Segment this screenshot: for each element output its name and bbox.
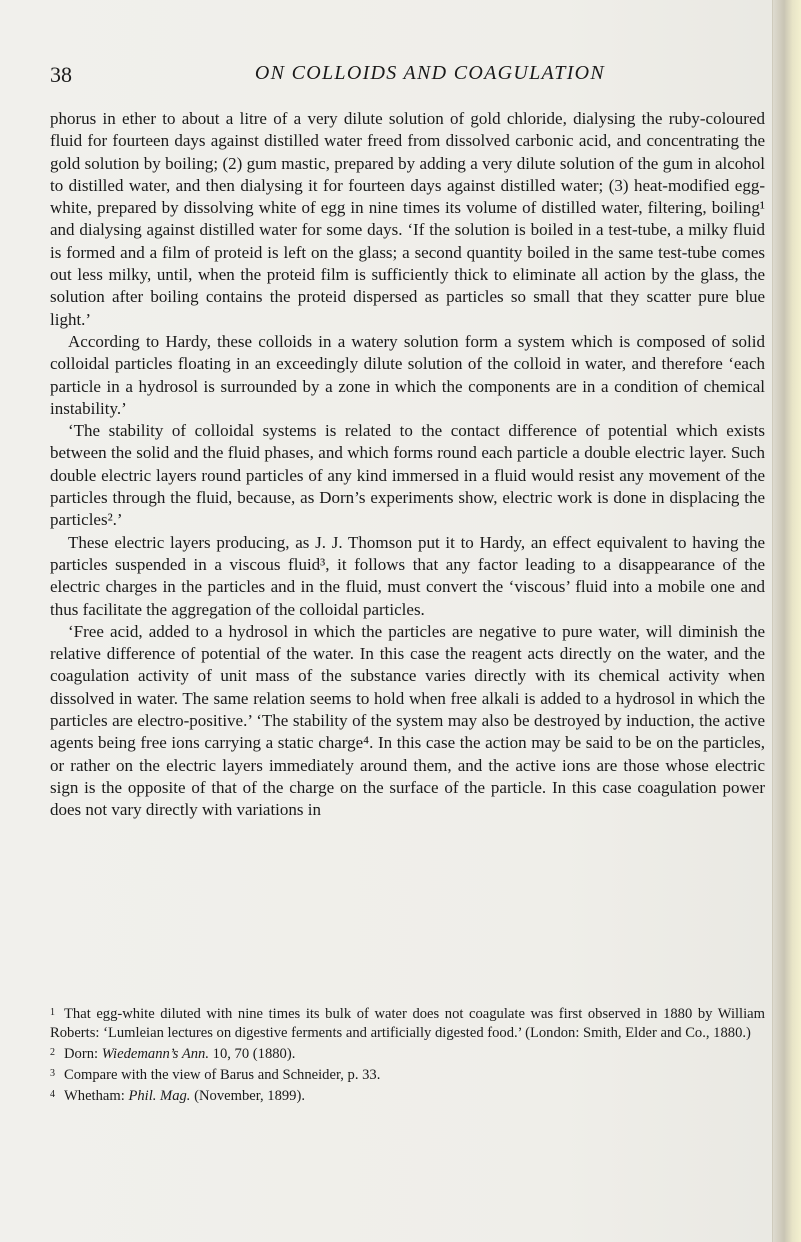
- body-text: [50, 108, 765, 822]
- footnote-journal: Phil. Mag.: [128, 1088, 191, 1104]
- footnote-text: That egg-white diluted with nine times its bulk of water does not coagulate was first observed in 1880 by William Roberts: ‘Lumleian lectures on digestive ferments and artificially digested food.’ (London: Smith, Elder and Co., 1880.): [50, 1006, 765, 1041]
- footnote: [50, 1003, 765, 1043]
- footnote: [50, 1085, 765, 1106]
- footnotes: [50, 1003, 765, 1106]
- footnote-mark: 4: [50, 1089, 55, 1100]
- page-number: 38: [50, 62, 72, 87]
- footnote-author: Dorn:: [64, 1046, 102, 1062]
- page-spine-edge: [772, 0, 801, 1242]
- paragraph: ‘The stability of colloidal systems is related to the contact difference of potential which exists between the solid and the fluid phases, and which forms round each particle a double electric layer. Such double electric layers round particles of any kind immersed in a fluid would resist any movement of the particles through the fluid, because, as Dorn’s experiments show, electric work is done in displacing the particles².’: [50, 421, 765, 530]
- page-header: [50, 60, 765, 92]
- running-head: ON COLLOIDS AND COAGULATION: [254, 62, 606, 84]
- footnote-journal: Wiedemann’s Ann.: [101, 1046, 209, 1062]
- footnote-author: Whetham:: [64, 1088, 129, 1104]
- footnote-text: Compare with the view of Barus and Schneider, p. 33.: [64, 1067, 381, 1083]
- footnote-mark: 1: [50, 1007, 55, 1018]
- paragraph: These electric layers producing, as J. J. Thomson put it to Hardy, an effect equivalent to having the particles suspended in a viscous fluid³, it follows that any factor leading to a disappearance of the electric charges in the particles and in the fluid, must convert the ‘viscous’ fluid into a mobile one and thus facilitate the aggregation of the colloidal particles.: [50, 532, 765, 619]
- footnote-mark: 2: [50, 1047, 55, 1058]
- footnote: [50, 1064, 765, 1085]
- footnote-reference: (November, 1899).: [190, 1088, 305, 1104]
- footnote: [50, 1043, 765, 1064]
- footnote-reference: 10, 70 (1880).: [209, 1046, 296, 1062]
- paragraph: ‘Free acid, added to a hydrosol in which the particles are negative to pure water, will diminish the relative difference of potential of the water. In this case the reagent acts directly on the water, and the coagulation activity of unit mass of the substance varies directly with its chemical activity when dissolved in water. The same relation seems to hold when free alkali is added to a hydrosol in which the particles are electro-positive.’ ‘The stability of the system may also be destroyed by induction, the active agents being free ions carrying a static charge⁴. In this case the action may be said to be on the particles, or rather on the electric layers immediately around them, and the active ions are those whose electric sign is the opposite of that of the charge on the surface of the particle. In this case coagulation power does not vary directly with variations in: [50, 621, 765, 820]
- footnote-mark: 3: [50, 1068, 55, 1079]
- paragraph: phorus in ether to about a litre of a very dilute solution of gold chloride, dialysing the ruby-coloured fluid for fourteen days against distilled water freed from dissolved carbonic acid, and concentrating the gold solution by boiling; (2) gum mastic, prepared by adding a very dilute solution of the gum in alcohol to distilled water, and then dialysing it for fourteen days against distilled water; (3) heat-modified egg-white, prepared by dissolving white of egg in nine times its volume of distilled water, filtering, boiling¹ and dialysing against distilled water for some days. ‘If the solution is boiled in a test-tube, a milky fluid is formed and a film of proteid is left on the glass; a second quantity boiled in the same test-tube comes out less milky, until, when the proteid film is sufficiently thick to eliminate all action by the glass, the solution after boiling contains the proteid dispersed as particles so small that they scatter pure blue light.’: [50, 109, 765, 329]
- paragraph: According to Hardy, these colloids in a watery solution form a system which is composed of solid colloidal particles floating in an exceedingly dilute solution of the colloid in water, and therefore ‘each particle in a hydrosol is surrounded by a zone in which the components are in a condition of chemical instability.’: [50, 331, 765, 418]
